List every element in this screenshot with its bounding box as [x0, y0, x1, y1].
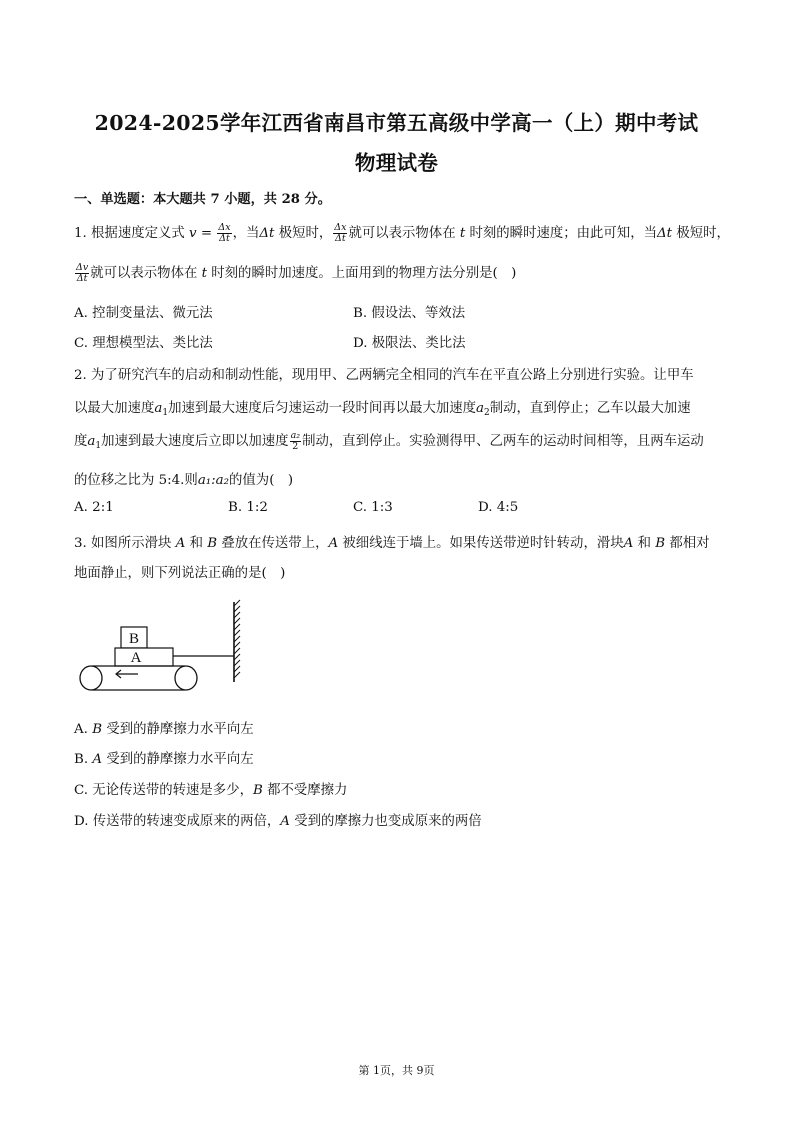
q2-option-d: D. 4:5 [478, 500, 519, 515]
wall-hatching [234, 600, 240, 678]
block-a [115, 648, 173, 666]
question-3-line-1: 3. 如图所示滑块 A 和 B 叠放在传送带上，A 被细线连于墙上。如果传送带逆时针转动，滑块A 和 B 都相对 [74, 536, 710, 551]
block-a-label: A [130, 650, 142, 666]
question-2-line-2: 以最大加速度$a_1$加速到最大速度后匀速运动一段时间再以最大加速度$a_2$制动，直到停止；乙车以最大加速 [74, 401, 691, 418]
page-title: 2024-2025学年江西省南昌市第五高级中学高一（上）期中考试 [94, 111, 699, 135]
fraction-dx-dt: $\frac{\Delta x}{\Delta t}$ [218, 222, 231, 244]
q3-option-a: A. B 受到的静摩擦力水平向左 [74, 722, 254, 737]
fraction-a2-over-2: $\frac{\text{a₂}}{2}$ [290, 430, 301, 452]
q3-option-c: C. 无论传送带的转速是多少，B 都不受摩擦力 [74, 783, 348, 798]
fraction-dx-dt-2: $\frac{\Delta x}{\Delta t}$ [334, 222, 347, 244]
q3-option-d: D. 传送带的转速变成原来的两倍，A 受到的摩擦力也变成原来的两倍 [74, 814, 482, 829]
q1-option-b: B. 假设法、等效法 [353, 306, 466, 321]
left-roller [80, 666, 102, 690]
question-2-line-3: 度$a_1$加速到最大速度后立即以加速度 $\frac{\text{a₂}}{2}$ 制动，直到停止。实验测得甲、乙两车的运动时间相等，且两车运动 [74, 430, 704, 452]
q2-option-a: A. 2:1 [74, 500, 114, 515]
question-1-line-2: $\frac{\Delta v}{\Delta t}$ 就可以表示物体在 t 时刻的瞬时加速度。上面用到的物理方法分别是( ) [76, 262, 517, 284]
conveyor-figure [72, 598, 247, 698]
page-subtitle: 物理试卷 [354, 151, 439, 175]
question-1-line-1: 1. 根据速度定义式 v = $\frac{\Delta x}{\Delta t}$ ，当Δt 极短时， $\frac{\Delta x}{\Delta t}$ 就可以表示物体在 t 时刻的瞬时速度；由此可知，当Δt 极短时， [74, 222, 730, 244]
block-b-label: B [128, 631, 140, 647]
question-2-line-1: 2. 为了研究汽车的启动和制动性能，现用甲、乙两辆完全相同的汽车在平直公路上分别进行实验。让甲车 [74, 368, 694, 383]
q1-option-c: C. 理想模型法、类比法 [74, 336, 213, 351]
fraction-dv-dt: $\frac{\Delta v}{\Delta t}$ [76, 262, 89, 284]
q1-option-d: D. 极限法、类比法 [353, 336, 466, 351]
q1-option-a: A. 控制变量法、微元法 [74, 306, 213, 321]
question-2-line-4: 的位移之比为 5:4.则a₁:a₂的值为( ) [74, 473, 294, 488]
q3-option-b: B. A 受到的静摩擦力水平向左 [74, 752, 254, 767]
page-number: 第 1页，共 9页 [358, 1064, 435, 1077]
question-3-line-2: 地面静止，则下列说法正确的是( ) [74, 566, 286, 581]
q2-option-b: B. 1:2 [228, 500, 268, 515]
right-roller [175, 666, 197, 690]
section-heading: 一、单选题：本大题共 7 小题，共 28 分。 [74, 192, 331, 207]
q2-option-c: C. 1:3 [353, 500, 393, 515]
